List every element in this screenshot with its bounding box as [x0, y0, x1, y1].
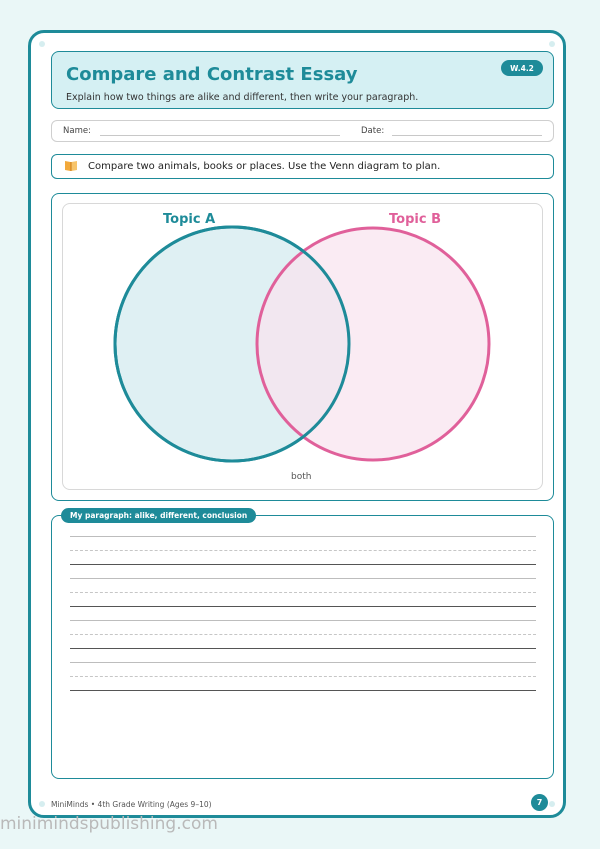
venn-circles	[63, 204, 544, 491]
page-number: 7	[531, 794, 548, 811]
corner-dot	[39, 41, 45, 47]
page-subtitle: Explain how two things are alike and different, then write your paragraph.	[66, 92, 419, 103]
writing-line-base[interactable]	[70, 690, 536, 691]
venn-diagram-box	[51, 193, 554, 501]
date-label: Date:	[361, 126, 385, 136]
corner-dot	[39, 801, 45, 807]
venn-diagram	[62, 203, 543, 490]
paragraph-label: My paragraph: alike, different, conclusion	[61, 508, 256, 523]
writing-line-mid	[70, 550, 536, 551]
standard-badge: W.4.2	[501, 60, 543, 76]
overlap-label: both	[291, 472, 312, 482]
instruction-prompt	[51, 154, 554, 179]
writing-line-base[interactable]	[70, 606, 536, 607]
circle-topic-b	[257, 228, 489, 460]
corner-dot	[549, 801, 555, 807]
prompt-text: Compare two animals, books or places. Use the Venn diagram to plan.	[88, 161, 441, 172]
paragraph-box	[51, 511, 554, 779]
writing-line-base[interactable]	[70, 564, 536, 565]
topic-a-label: Topic A	[163, 212, 216, 227]
footer-text: MiniMinds • 4th Grade Writing (Ages 9–10)	[51, 800, 212, 809]
topic-b-label: Topic B	[389, 212, 441, 227]
writing-line-mid	[70, 592, 536, 593]
worksheet-header	[51, 51, 554, 109]
writing-line-top[interactable]	[70, 662, 536, 663]
writing-line-mid	[70, 676, 536, 677]
name-date-bar	[51, 120, 554, 142]
name-label: Name:	[63, 126, 91, 136]
worksheet-page	[28, 30, 566, 818]
writing-line-base[interactable]	[70, 648, 536, 649]
publisher-watermark: minimindspublishing.com	[0, 814, 218, 834]
writing-line-mid	[70, 634, 536, 635]
date-field[interactable]	[392, 135, 542, 136]
writing-line-top[interactable]	[70, 536, 536, 537]
name-field[interactable]	[100, 135, 340, 136]
book-icon	[64, 159, 78, 172]
writing-line-top[interactable]	[70, 578, 536, 579]
writing-line-top[interactable]	[70, 620, 536, 621]
page-title: Compare and Contrast Essay	[66, 64, 358, 85]
corner-dot	[549, 41, 555, 47]
